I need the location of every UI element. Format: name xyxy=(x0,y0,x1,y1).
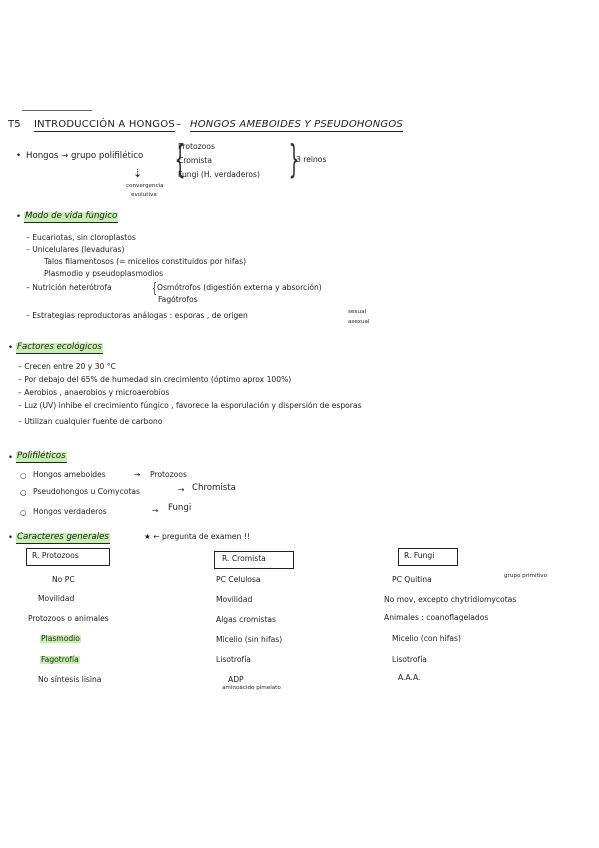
intro-item: Cromista xyxy=(178,156,212,165)
trait: No síntesis lisina xyxy=(38,675,102,684)
text-line: – Luz (UV) inhibe el crecimiento fúngico , favorece la esporulación y dispersión de esporas xyxy=(18,401,362,410)
topic-code: T5 xyxy=(8,119,21,130)
intro-lead: Hongos → grupo polifilético xyxy=(26,151,144,161)
poly-right: Fungi xyxy=(168,503,192,513)
text-line: Fagótrofos xyxy=(158,295,198,304)
section-heading-polifileticos: Polifiléticos xyxy=(17,451,66,461)
circle-bullet-icon: ○ xyxy=(20,488,27,497)
text-line: – Nutrición heterótrofa xyxy=(26,283,112,292)
trait: Animales : coanoflagelados xyxy=(384,613,489,622)
text-line: Plasmodio y pseudoplasmodios xyxy=(44,269,164,278)
kingdom-title: R. Fungi xyxy=(404,551,435,560)
trait: Micelio (sin hifas) xyxy=(216,635,283,644)
arrow-icon: → xyxy=(152,506,159,515)
section-bullet: • xyxy=(8,453,14,463)
brace-icon: { xyxy=(152,281,157,297)
squiggle-arrow-icon: ⇣ xyxy=(133,167,143,180)
adp-note: aminoácido pimelato xyxy=(222,685,281,691)
text-line: – Unicelulares (levaduras) xyxy=(26,245,125,254)
text-line: – Estrategias reproductoras análogas : esporas , de origen xyxy=(26,311,248,320)
poly-right: Protozoos xyxy=(150,470,187,479)
poly-left: Hongos ameboides xyxy=(33,470,106,479)
trait: Plasmodio xyxy=(41,634,80,643)
circle-bullet-icon: ○ xyxy=(20,471,27,480)
section-heading-factores: Factores ecológicos xyxy=(17,342,102,352)
top-rule xyxy=(22,110,92,111)
text-line: asexual xyxy=(348,319,370,325)
trait: Fagotrofía xyxy=(41,655,79,664)
right-brace-icon: } xyxy=(288,137,300,181)
trait: No mov, excepto chytridiomycotas xyxy=(384,595,517,604)
kingdom-title: R. Protozoos xyxy=(32,551,79,560)
trait: Lisotrofía xyxy=(392,655,427,664)
title-dash: – xyxy=(176,119,182,130)
arrow-icon: → xyxy=(178,485,185,494)
intro-item: Protozoos xyxy=(178,142,215,151)
page-subtitle: HONGOS AMEBOIDES Y PSEUDOHONGOS xyxy=(190,119,403,130)
intro-item: Fungi (H. verdaderos) xyxy=(178,170,260,179)
fungi-note: grupo primitivo xyxy=(504,573,548,579)
circle-bullet-icon: ○ xyxy=(20,508,27,517)
poly-right: Chromista xyxy=(192,483,236,493)
exam-note: ★ ← pregunta de examen !! xyxy=(144,532,250,541)
page-title: INTRODUCCIÓN A HONGOS xyxy=(34,119,175,130)
text-line: Osmótrofos (digestión externa y absorción) xyxy=(157,283,322,292)
trait: Movilidad xyxy=(216,595,253,604)
arrow-icon: → xyxy=(134,470,141,479)
text-line: – Aerobios , anaerobios y microaerobios xyxy=(18,388,170,397)
trait: PC Quitina xyxy=(392,575,432,584)
convergence-note: evolutiva xyxy=(131,192,157,198)
trait: PC Celulosa xyxy=(216,575,261,584)
section-bullet: • xyxy=(8,533,14,543)
text-line: – Eucariotas, sin cloroplastos xyxy=(26,233,136,242)
trait: Micelio (con hifas) xyxy=(392,634,461,643)
text-line: sexual xyxy=(348,309,367,315)
section-bullet: • xyxy=(16,212,22,222)
trait: Lisotrofía xyxy=(216,655,251,664)
section-heading-modo: Modo de vida fúngico xyxy=(25,211,118,221)
trait: Movilidad xyxy=(38,594,75,603)
trait: No PC xyxy=(52,575,75,584)
section-bullet: • xyxy=(8,343,14,353)
poly-left: Hongos verdaderos xyxy=(33,507,107,516)
poly-left: Pseudohongos u Comycotas xyxy=(33,487,140,496)
text-line: – Crecen entre 20 y 30 °C xyxy=(18,362,116,371)
left-brace-icon: { xyxy=(174,137,186,181)
reinos-label: 3 reinos xyxy=(296,155,327,164)
text-line: – Por debajo del 65% de humedad sin crecimiento (óptimo aprox 100%) xyxy=(18,375,292,384)
text-line: Talos filamentosos (= micelios constituidos por hifas) xyxy=(44,257,247,266)
trait: Algas cromistas xyxy=(216,615,276,624)
trait: Protozoos o animales xyxy=(28,614,109,623)
intro-bullet: • xyxy=(16,151,22,161)
kingdom-title: R. Cromista xyxy=(222,554,266,563)
trait: A.A.A. xyxy=(398,673,421,682)
convergence-note: convergencia xyxy=(126,183,164,189)
section-heading-caracteres: Caracteres generales xyxy=(17,532,109,542)
text-line: – Utilizan cualquier fuente de carbono xyxy=(18,417,163,426)
trait: ADP xyxy=(228,675,244,684)
